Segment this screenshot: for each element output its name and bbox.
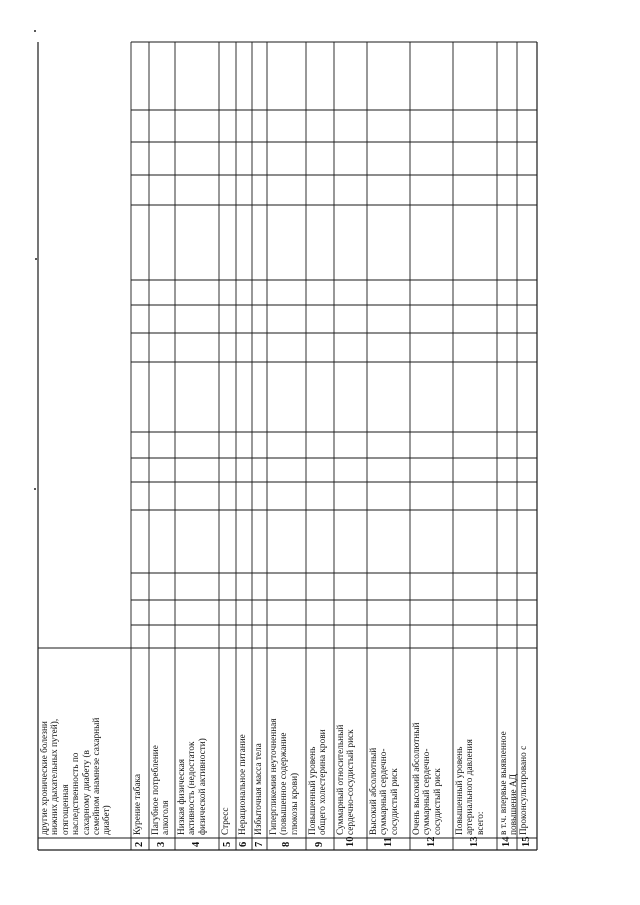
row-number: 9 bbox=[314, 841, 325, 847]
scan-speck bbox=[35, 258, 37, 260]
row-number: 12 bbox=[425, 836, 437, 847]
row-number: 11 bbox=[382, 837, 394, 847]
row-number: 3 bbox=[156, 841, 167, 847]
row-number: 13 bbox=[469, 836, 480, 847]
row-label: Повышенный уровень общего холестерина крови bbox=[308, 729, 329, 835]
row-number: 10 bbox=[344, 836, 356, 847]
row-number: 2 bbox=[134, 841, 145, 847]
row-number: 8 bbox=[280, 841, 292, 847]
row-label: Нерациональное питание bbox=[238, 734, 248, 835]
row-label: другие хронические болезни нижних дыхательных путей), отягощенная наследственность по сахарному диабету (в семейном анамнезе сахарный диабет) bbox=[40, 717, 113, 835]
row-label: Гипергликемия неуточненная (повышенное содержание глюкозы крови) bbox=[269, 718, 300, 835]
row-number: 5 bbox=[221, 841, 233, 847]
row-label: Избыточная масса тела bbox=[254, 743, 264, 835]
row-number: 14 bbox=[501, 836, 512, 847]
row-number: 15 bbox=[521, 836, 532, 847]
row-label: Высокий абсолютный суммарный сердечно- сосудистый риск bbox=[369, 747, 400, 835]
row-number: 6 bbox=[238, 841, 249, 847]
row-label: Суммарный относительный сердечно-сосудистый риск bbox=[336, 724, 357, 835]
row-label: Очень высокий абсолютный суммарный сердечно- сосудистый риск bbox=[412, 722, 443, 835]
row-label: в т.ч. впервые выявленное повышение АД bbox=[499, 731, 520, 835]
scan-speck bbox=[34, 488, 36, 490]
row-label: Курение табака bbox=[133, 774, 143, 835]
row-number: 7 bbox=[253, 841, 265, 847]
row-label: Низкая физическая активность (недостаток физической активности) bbox=[177, 738, 208, 835]
row-label: Стресс bbox=[221, 807, 231, 835]
row-label: Повышенный уровень артериального давления всего: bbox=[455, 739, 486, 835]
row-label: Пагубное потребление алкоголя bbox=[151, 745, 172, 835]
row-label: Проконсультировано с bbox=[519, 745, 529, 835]
row-number: 4 bbox=[191, 841, 202, 847]
scan-speck bbox=[34, 30, 36, 32]
